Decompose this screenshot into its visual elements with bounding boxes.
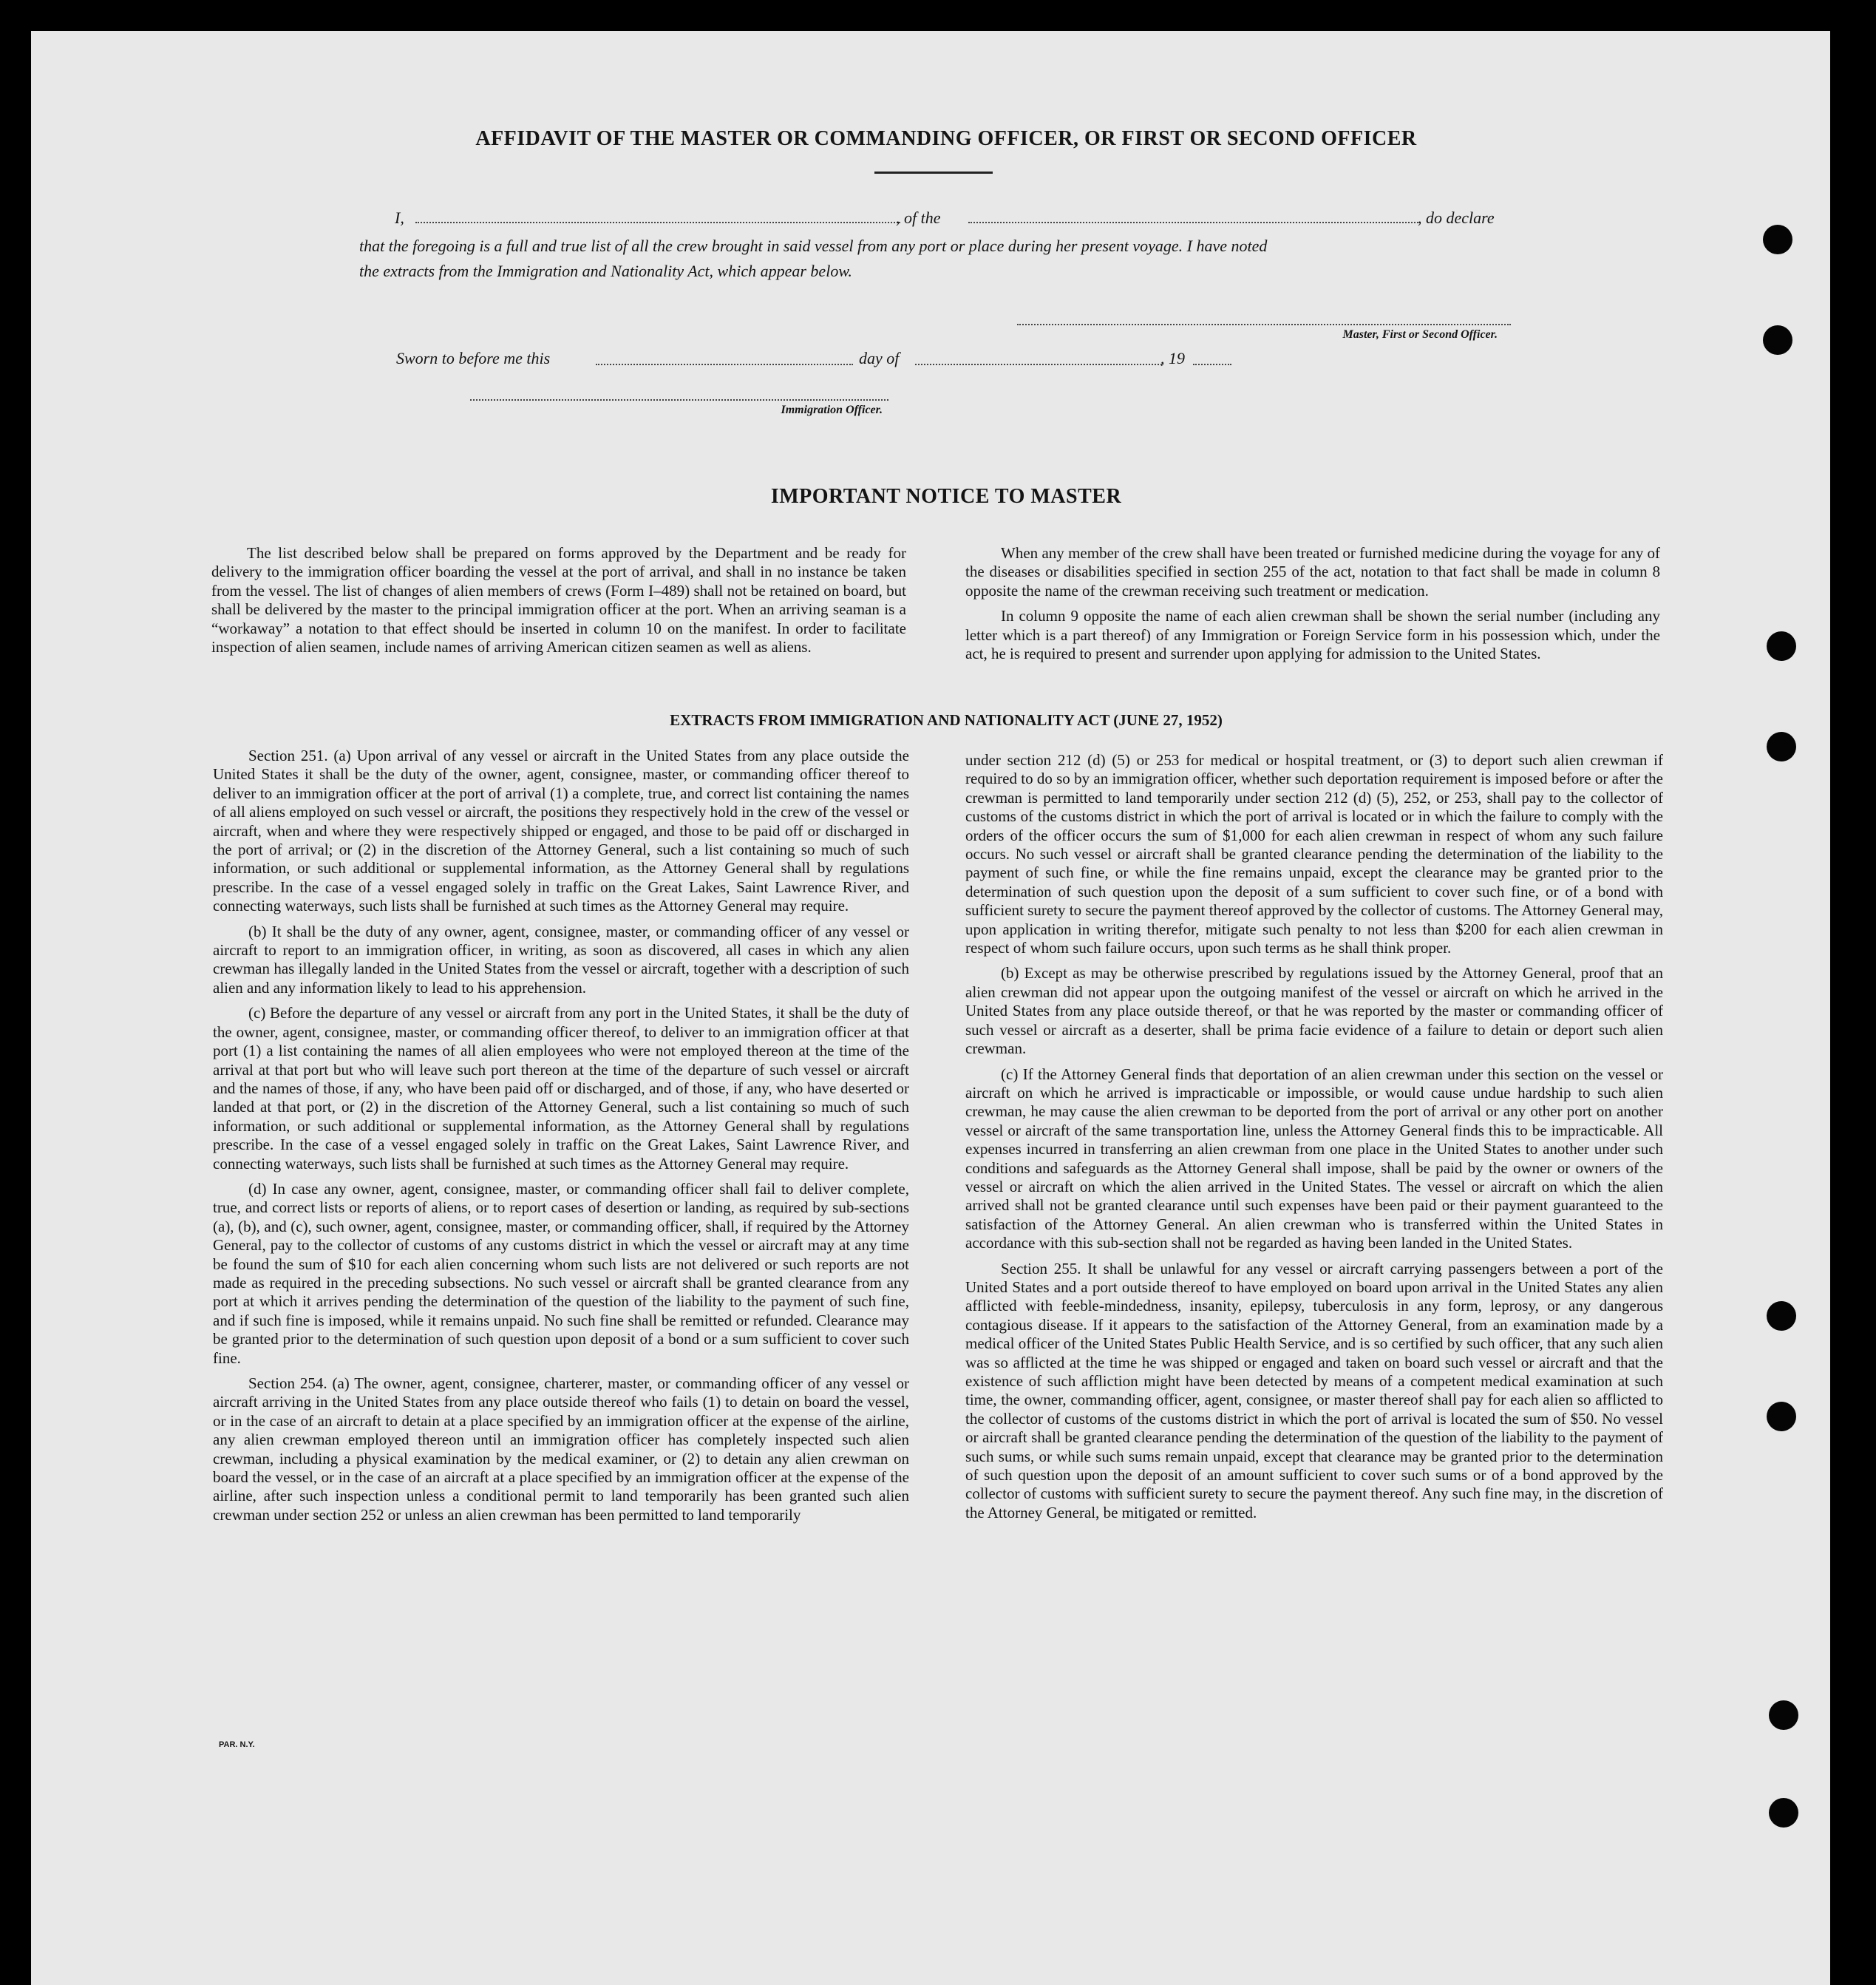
- printer-mark: PAR. N.Y.: [219, 1740, 255, 1749]
- extract-section-251a: Section 251. (a) Upon arrival of any vessel or aircraft in the United States from any place outside the United States it shall be the duty of the owner, agent, consignee, master, or commanding officer thereof to deliver to an immigration officer at the port of arrival (1) a complete, true, and correct list containing the names of all aliens employed on such vessel or aircraft, the positions they respectively hold in the crew of the vessel or aircraft, when and where they were respectively shipped or engaged, and those to be paid off or discharged in the port of arrival; or (2) in the discretion of the Attorney General, such a list containing so much of such information, or such additional or supplemental information, as the Attorney General shall by regulations prescribe. In the case of a vessel engaged solely in traffic on the Great Lakes, Saint Lawrence River, and connecting waterways, such lists shall be furnished at such times as the Attorney General may require.: [213, 747, 909, 915]
- notice-left-column: [211, 544, 906, 663]
- extract-section-254b: (b) Except as may be otherwise prescribed by regulations issued by the Attorney General, proof that an alien crewman did not appear upon the outgoing manifest of the vessel or aircraft on which he arrived in the United States from any place outside thereof, or that he was reported by the master or commanding officer of such vessel or aircraft as a deserter, shall be prima facie evidence of a failure to detain or deport such alien crewman.: [965, 964, 1663, 1058]
- sworn-day-field[interactable]: [596, 364, 853, 365]
- extract-section-251d: (d) In case any owner, agent, consignee, master, or commanding officer shall fail to deliver complete, true, and correct lists or reports of aliens, or to report cases of desertion or landing, as required by sub-sections (a), (b), and (c), such owner, agent, consignee, master, or commanding officer, shall, if required by the Attorney General, pay to the collector of customs of any customs district in which the vessel or aircraft may at any time be found the sum of $10 for each alien concerning whom such lists are not delivered or such reports are not made as required in the preceding subsections. No such vessel or aircraft shall be granted clearance from any port at which it arrives pending the determination of the question of the liability to the payment of such fine, and if such fine is imposed, while it remains unpaid. No such fine shall be remitted or refunded. Clearance may be granted prior to the determination of such question upon deposit of a bond or a sum sufficient to cover such fine.: [213, 1179, 909, 1367]
- punch-hole: [1763, 325, 1792, 355]
- declaration-text-line1: that the foregoing is a full and true list of all the crew brought in said vessel from any port or place during her present voyage. I have noted: [359, 237, 1268, 255]
- extract-section-254c: (c) If the Attorney General finds that deportation of an alien crewman under this section on the vessel or aircraft on which he arrived is impracticable or impossible, or would cause undue hardship to such alien crewman, he may cause the alien crewman to be deported from the port of arrival or any other port on another vessel or aircraft of the same transportation line, unless the Attorney General finds this to be impracticable. All expenses incurred in transferring an alien crewman from one place in the United States to another under such conditions and safeguards as the Attorney General shall impose, shall be paid by the owner or owners of the vessel or aircraft on which the alien arrived in the United States. The vessel or aircraft on which the alien arrived shall not be granted clearance until such expenses have been paid or their payment guaranteed to the satisfaction of the Attorney General. An alien crewman who is transferred within the United States in accordance with this sub-section shall not be regarded as having been landed in the United States.: [965, 1065, 1663, 1252]
- officer-signature-caption: Immigration Officer.: [781, 404, 883, 416]
- notice-title: IMPORTANT NOTICE TO MASTER: [770, 485, 1122, 508]
- notice-right-paragraph-1: When any member of the crew shall have been treated or furnished medicine during the voyage for any of the diseases or disabilities specified in section 255 of the act, notation to that fact shall be made in column 8 opposite the name of the crewman receiving such treatment or medication.: [965, 544, 1660, 600]
- notice-left-paragraph: The list described below shall be prepared on forms approved by the Department and be ready for delivery to the immigration officer boarding the vessel at the port of arrival, and shall in no instance be taken from the vessel. The list of changes of alien members of crews (Form I–489) shall not be retained on board, but shall be delivered by the master to the principal immigration officer at the port. When an arriving seaman is a “workaway” a notation to that effect should be inserted in column 10 on the manifest. In order to facilitate inspection of alien seamen, include names of arriving American citizen seamen as well as aliens.: [211, 544, 906, 656]
- master-signature-caption: Master, First or Second Officer.: [1342, 328, 1498, 341]
- punch-hole: [1767, 631, 1796, 661]
- extract-section-254a-continued: under section 212 (d) (5) or 253 for medical or hospital treatment, or (3) to deport such alien crewman if required to do so by an immigration officer, whether such deportation requirement is imposed before or after the crewman is permitted to land temporarily under section 212 (d) (5), 252, or 253, shall pay to the collector of customs of the customs district in which the port of arrival is located or in which the failure to comply with the orders of the officer occurs the sum of $1,000 for each alien crewman in respect of whom any such failure occurs. No such vessel or aircraft shall be granted clearance pending the determination of the liability to the payment of such fine, or while the fine remains unpaid, except the clearance may be granted prior to the determination of such question upon the deposit of a sum sufficient to cover such fine, or of a bond with sufficient surety to secure the payment thereof approved by the collector of customs. The Attorney General may, upon application in writing therefor, mitigate such penalty to not less than $200 for each alien crewman in respect of whom such failure occurs, upon such terms as he shall think proper.: [965, 751, 1663, 957]
- affidavit-title: AFFIDAVIT OF THE MASTER OR COMMANDING OFFICER, OR FIRST OR SECOND OFFICER: [475, 127, 1417, 150]
- notice-right-column: [965, 544, 1660, 670]
- punch-hole: [1763, 225, 1792, 254]
- declaration-text-line2: the extracts from the Immigration and Nationality Act, which appear below.: [359, 262, 852, 280]
- extract-section-251c: (c) Before the departure of any vessel or aircraft from any port in the United States, it shall be the duty of the owner, agent, consignee, master, or commanding officer thereof, to deliver to an immigration officer at that port (1) a list containing the names of all alien employees who were not employed thereon at the time of the arrival at that port but who will leave such port thereon at the time of the departure of such vessel or aircraft and the names of those, if any, who have been paid off or discharged, and of those, if any, who have deserted or landed at that port, or (2) in the discretion of the Attorney General, such a list containing so much of such information, or such additional or supplemental information, as the Attorney General shall by regulations prescribe. In the case of a vessel engaged solely in traffic on the Great Lakes, Saint Lawrence River, and connecting waterways, such lists shall be furnished at such times as the Attorney General may require.: [213, 1004, 909, 1173]
- notice-right-paragraph-2: In column 9 opposite the name of each alien crewman shall be shown the serial number (including any letter which is a part thereof) of any Immigration or Foreign Service form in his possession which, under the act, he is required to present and surrender upon applying for admission to the United States.: [965, 607, 1660, 663]
- extract-section-251b: (b) It shall be the duty of any owner, agent, consignee, master, or commanding officer of any vessel or aircraft to report to an immigration officer, in writing, as soon as discovered, all cases in which any alien crewman has illegally landed in the United States from the vessel or aircraft, together with a description of such alien and any information likely to lead to his apprehension.: [213, 922, 909, 997]
- declarant-name-field[interactable]: [415, 222, 900, 223]
- sworn-label: Sworn to before me this: [396, 349, 551, 367]
- declarant-label: I,: [395, 208, 404, 227]
- punch-hole: [1769, 1700, 1798, 1730]
- punch-hole: [1767, 1301, 1796, 1331]
- punch-hole: [1767, 1402, 1796, 1431]
- extracts-title: EXTRACTS FROM IMMIGRATION AND NATIONALITY ACT (JUNE 27, 1952): [670, 711, 1223, 729]
- title-divider: [874, 172, 993, 174]
- declare-label: , do declare: [1418, 208, 1495, 227]
- punch-hole: [1767, 732, 1796, 761]
- day-of-label: day of: [859, 349, 900, 367]
- punch-hole: [1769, 1798, 1798, 1828]
- extracts-left-column: [213, 747, 909, 1531]
- officer-signature-field[interactable]: [470, 399, 888, 401]
- year-label: , 19: [1160, 349, 1185, 367]
- extract-section-255: Section 255. It shall be unlawful for any vessel or aircraft carrying passengers between a port of the United States and a port outside thereof to have employed on board upon arrival in the United States any alien afflicted with feeble-mindedness, insanity, epilepsy, tuberculosis in any form, leprosy, or any dangerous contagious disease. If it appears to the satisfaction of the Attorney General, from an examination made by a medical officer of the United States Public Health Service, and is so certified by such officer, that any such alien was so afflicted at the time he was shipped or engaged and taken on board such vessel or aircraft and that the existence of such affliction might have been detected by means of a competent medical examination at such time, the owner, commanding officer, agent, consignee, or master thereof shall pay for each alien so afflicted to the collector of customs of the customs district in which the port of arrival is located the sum of $50. No vessel or aircraft shall be granted clearance pending the determination of the question of the liability to the payment of such sums, or while such sums remain unpaid, except that clearance may be granted prior to the determination of such question upon the deposit of an amount sufficient to cover such sums or of a bond approved by the collector of customs with sufficient surety to secure the payment thereof. Any such fine may, in the discretion of the Attorney General, be mitigated or remitted.: [965, 1259, 1663, 1521]
- extracts-right-column: [965, 751, 1663, 1529]
- sworn-month-field[interactable]: [915, 364, 1162, 365]
- master-signature-field[interactable]: [1017, 324, 1511, 325]
- vessel-of-label: , of the: [896, 208, 941, 227]
- sworn-year-field[interactable]: [1193, 364, 1231, 365]
- vessel-name-field[interactable]: [968, 222, 1421, 223]
- extract-section-254a: Section 254. (a) The owner, agent, consignee, charterer, master, or commanding officer of any vessel or aircraft arriving in the United States from any place outside thereof who fails (1) to detain on board the vessel, or in the case of an aircraft to detain at a place specified by an immigration officer at the expense of the airline, any alien crewman employed thereon until an immigration officer has completely inspected such alien crewman, including a physical examination by the medical examiner, or (2) to detain any alien crewman on board the vessel, or in the case of an aircraft at a place specified by an immigration officer at the expense of the airline, after such inspection unless a conditional permit to land temporarily has been granted such alien crewman under section 252 or unless an alien crewman has been permitted to land temporarily: [213, 1374, 909, 1524]
